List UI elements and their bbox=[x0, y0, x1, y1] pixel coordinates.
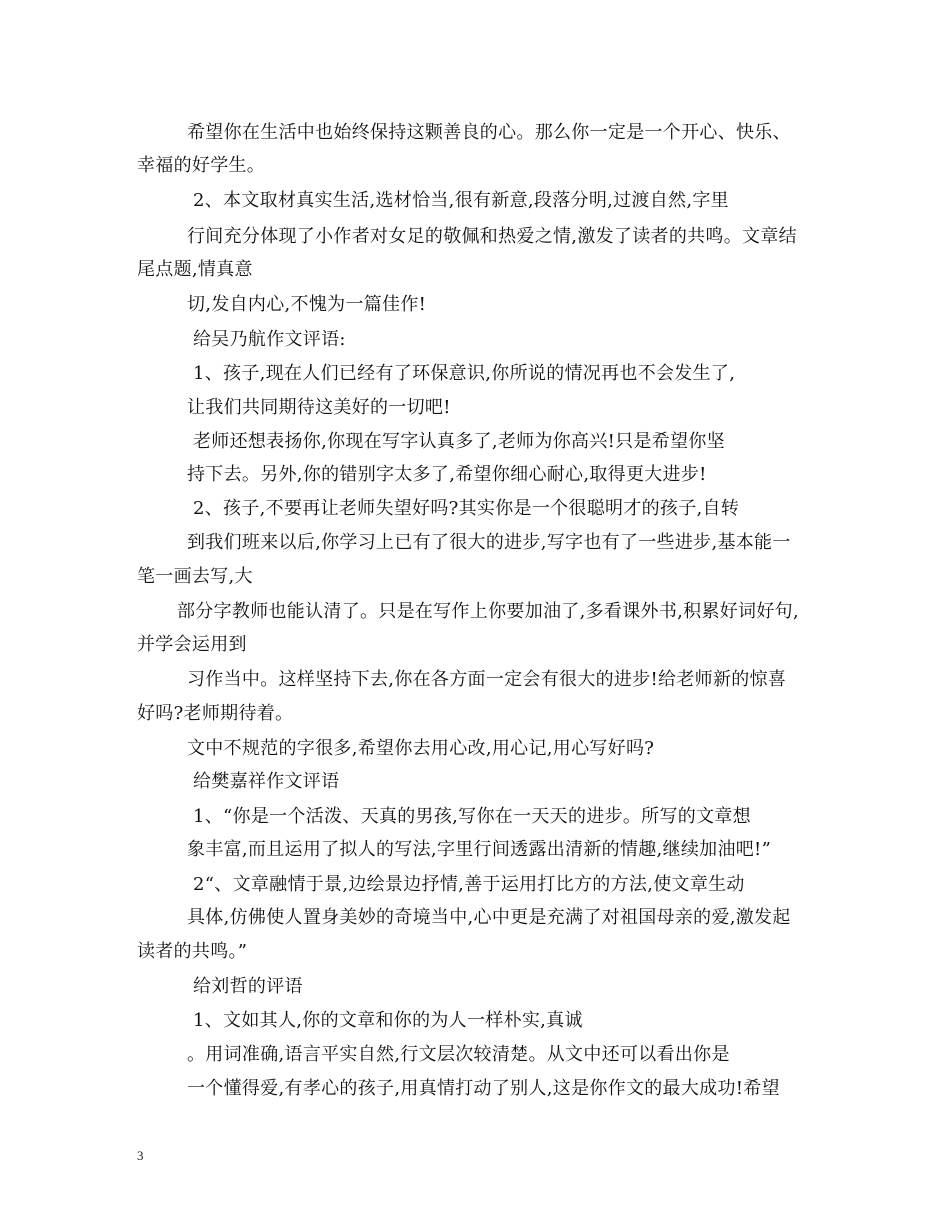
text-line: 幸福的好学生。 bbox=[137, 155, 266, 176]
text-line: 并学会运用到 bbox=[137, 634, 247, 655]
text-line: 让我们共同期待这美好的一切吧! bbox=[187, 397, 451, 418]
text-line: 象丰富,而且运用了拟人的写法,字里行间透露出清新的情趣,继续加油吧!” bbox=[187, 839, 772, 860]
page-number: 3 bbox=[137, 1148, 144, 1163]
section-heading: 给樊嘉祥作文评语 bbox=[193, 771, 340, 792]
text-line: 行间充分体现了小作者对女足的敬佩和热爱之情,激发了读者的共鸣。文章结 bbox=[187, 226, 797, 247]
section-heading: 给吴乃航作文评语: bbox=[193, 329, 346, 350]
text-line: 具体,仿佛使人置身美妙的奇境当中,心中更是充满了对祖国母亲的爱,激发起 bbox=[187, 907, 791, 928]
text-line: 持下去。另外,你的错别字太多了,希望你细心耐心,取得更大进步! bbox=[187, 464, 707, 485]
text-line: 文中不规范的字很多,希望你去用心改,用心记,用心写好吗? bbox=[187, 738, 655, 759]
section-heading: 给刘哲的评语 bbox=[193, 976, 303, 997]
text-line: 希望你在生活中也始终保持这颗善良的心。那么你一定是一个开心、快乐、 bbox=[187, 122, 791, 143]
text-line: 2、本文取材真实生活,选材恰当,很有新意,段落分明,过渡自然,字里 bbox=[193, 190, 729, 211]
text-line: 老师还想表扬你,你现在写字认真多了,老师为你高兴!只是希望你坚 bbox=[193, 431, 725, 452]
text-line: 好吗?老师期待着。 bbox=[137, 703, 294, 724]
text-line: 习作当中。这样坚持下去,你在各方面一定会有很大的进步!给老师新的惊喜 bbox=[187, 669, 787, 690]
text-line: 到我们班来以后,你学习上已有了很大的进步,写字也有了一些进步,基本能一 bbox=[187, 532, 791, 553]
text-line: 尾点题,情真意 bbox=[137, 259, 253, 280]
text-line: 切,发自内心,不愧为一篇佳作! bbox=[187, 294, 427, 315]
text-line: 1、“你是一个活泼、天真的男孩,写你在一天天的进步。所写的文章想 bbox=[193, 806, 751, 827]
text-line: 笔一画去写,大 bbox=[137, 566, 253, 587]
text-line: 1、孩子,现在人们已经有了环保意识,你所说的情况再也不会发生了, bbox=[193, 363, 736, 384]
text-line: 读者的共鸣。” bbox=[137, 941, 248, 962]
text-line: 2、孩子,不要再让老师失望好吗?其实你是一个很聪明才的孩子,自转 bbox=[193, 498, 740, 519]
text-line: 部分字教师也能认清了。只是在写作上你要加油了,多看课外书,积累好词好句, bbox=[177, 601, 799, 622]
text-line: 。用词准确,语言平实自然,行文层次较清楚。从文中还可以看出你是 bbox=[187, 1044, 730, 1065]
text-line: 一个懂得爱,有孝心的孩子,用真情打动了别人,这是你作文的最大成功!希望 bbox=[187, 1078, 780, 1099]
text-line: 1、文如其人,你的文章和你的为人一样朴实,真诚 bbox=[193, 1010, 583, 1031]
text-line: 2“、文章融情于景,边绘景边抒情,善于运用打比方的方法,使文章生动 bbox=[193, 874, 745, 895]
